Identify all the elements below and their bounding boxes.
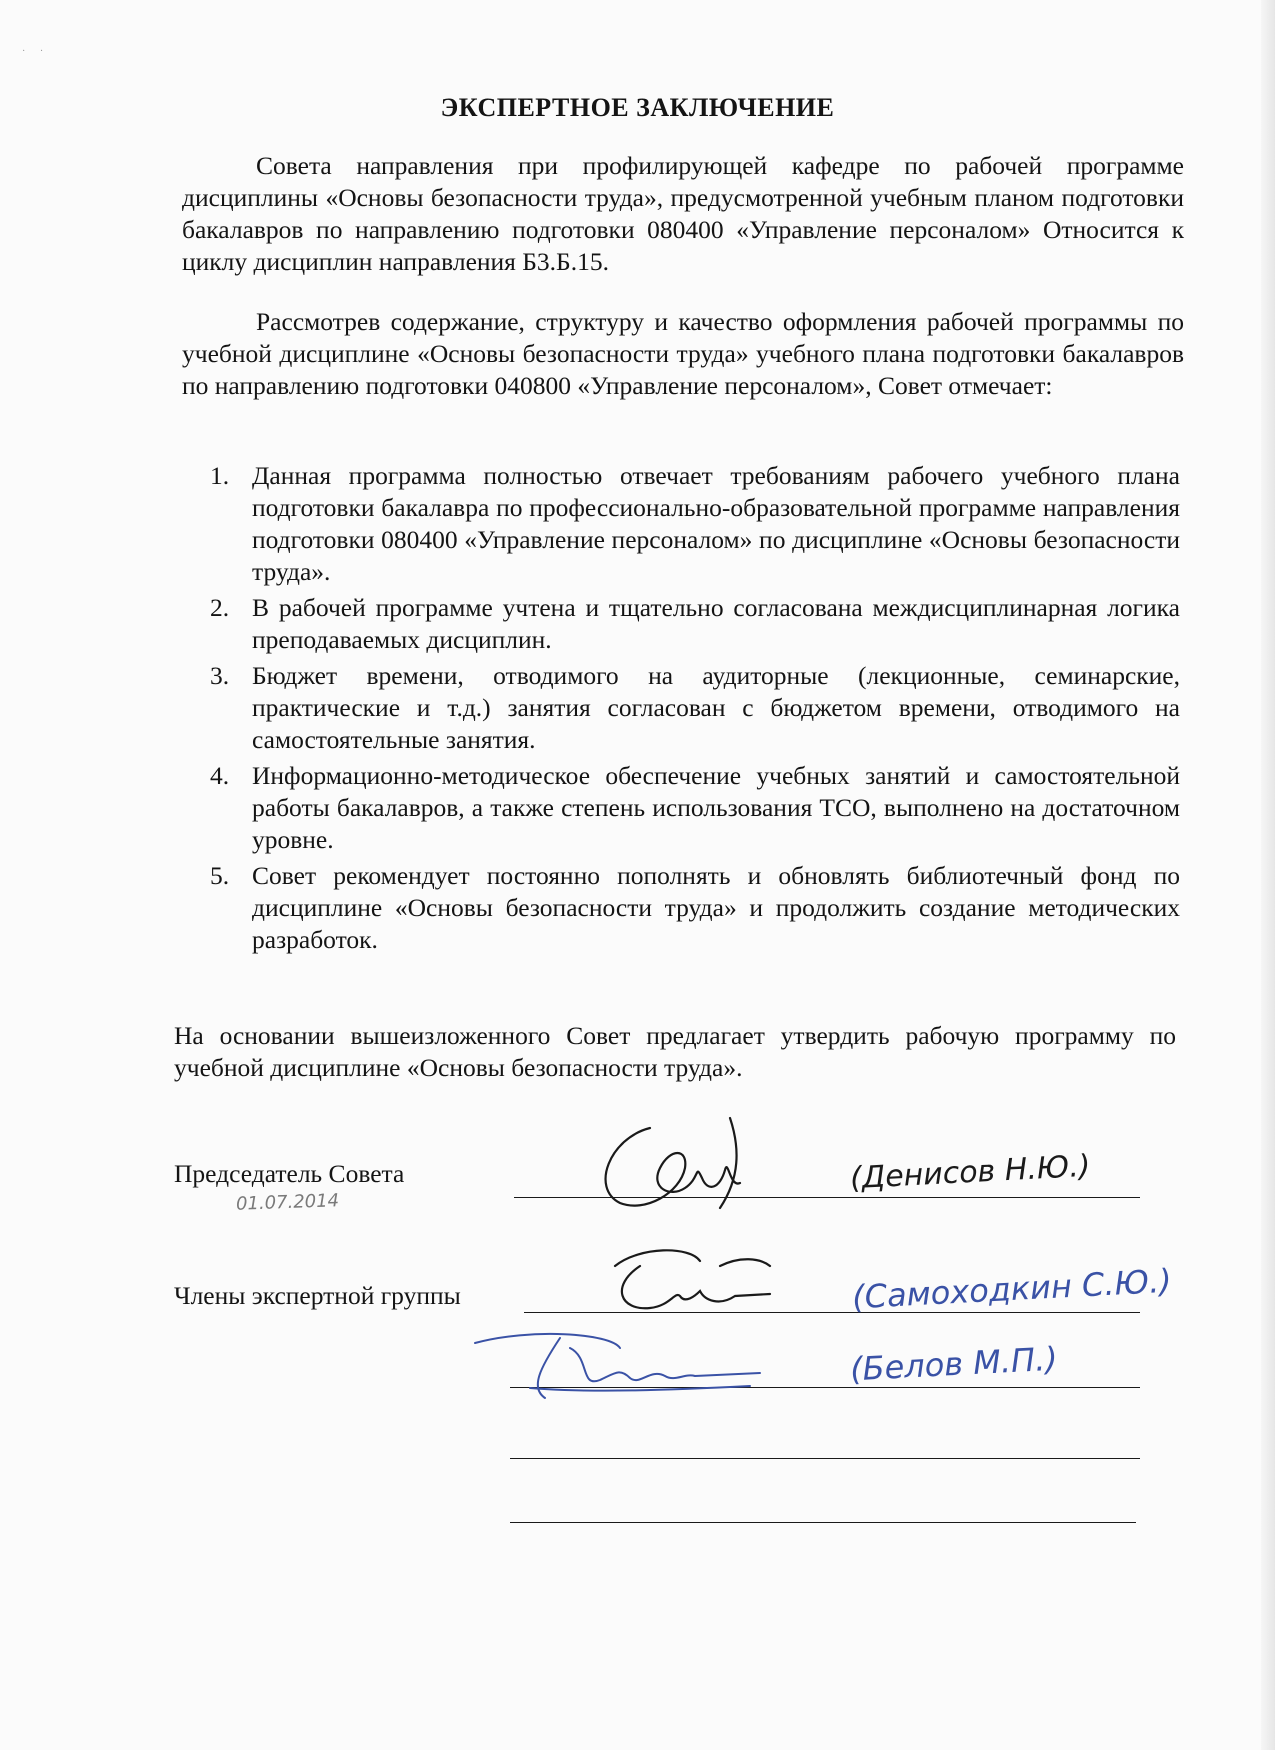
scan-specks: · · [22, 46, 50, 57]
item-text: Информационно-методическое обеспечение учебных занятий и самостоятельной работы бакалавров, а также степень использования ТСО, выполнено на достаточном уровне. [252, 761, 1180, 854]
item-number: 2. [210, 593, 230, 622]
member4-signature-line [510, 1522, 1136, 1523]
chair-label: Председатель Совета [174, 1159, 405, 1188]
findings-item [210, 460, 1180, 588]
item-text: Совет рекомендует постоянно пополнять и обновлять библиотечный фонд по дисциплине «Основы безопасности труда» и продолжить создание методических разработок. [252, 861, 1180, 954]
findings-list [210, 460, 1180, 960]
item-text: Данная программа полностью отвечает требованиям рабочего учебного плана подготовки бакалавра по профессионально-образовательной программе направления подготовки 080400 «Управление персоналом» по дисциплине «Основы безопасности труда». [252, 461, 1180, 586]
item-number: 4. [210, 761, 230, 790]
findings-item [210, 760, 1180, 856]
scan-edge [1261, 0, 1275, 1750]
chair-name-handwritten: (Денисов Н.Ю.) [849, 1148, 1092, 1197]
findings-item [210, 860, 1180, 956]
conclusion-paragraph: На основании вышеизложенного Совет предлагает утвердить рабочую программу по учебной дисциплине «Основы безопасности труда». [174, 1021, 1176, 1082]
member2-name-handwritten: (Белов М.П.) [849, 1339, 1059, 1389]
findings-item [210, 660, 1180, 756]
item-text: В рабочей программе учтена и тщательно согласована междисциплинарная логика преподаваемых дисциплин. [252, 593, 1180, 654]
item-number: 3. [210, 661, 230, 690]
member1-name-handwritten: (Самоходкин С.Ю.) [851, 1261, 1173, 1317]
members-label: Члены экспертной группы [174, 1281, 461, 1310]
document-title: ЭКСПЕРТНОЕ ЗАКЛЮЧЕНИЕ [440, 93, 835, 122]
item-number: 1. [210, 461, 230, 490]
findings-item [210, 592, 1180, 656]
review-paragraph: Рассмотрев содержание, структуру и качество оформления рабочей программы по учебной дисциплине «Основы безопасности труда» учебного плана подготовки бакалавров по направлению подготовки 040800 «Управление персоналом», Совет отмечает: [182, 307, 1184, 400]
item-number: 5. [210, 861, 230, 890]
member3-signature-line [510, 1458, 1140, 1459]
intro-paragraph: Совета направления при профилирующей кафедре по рабочей программе дисциплины «Основы безопасности труда», предусмотренной учебным планом подготовки бакалавров по направлению подготовки 080400 «Управление персоналом» Относится к циклу дисциплин направления Б3.Б.15. [182, 151, 1184, 276]
handwritten-date: 01.07.2014 [235, 1190, 340, 1215]
item-text: Бюджет времени, отводимого на аудиторные (лекционные, семинарские, практические и т.д.) занятия согласован с бюджетом времени, отводимого на самостоятельные занятия. [252, 661, 1180, 754]
